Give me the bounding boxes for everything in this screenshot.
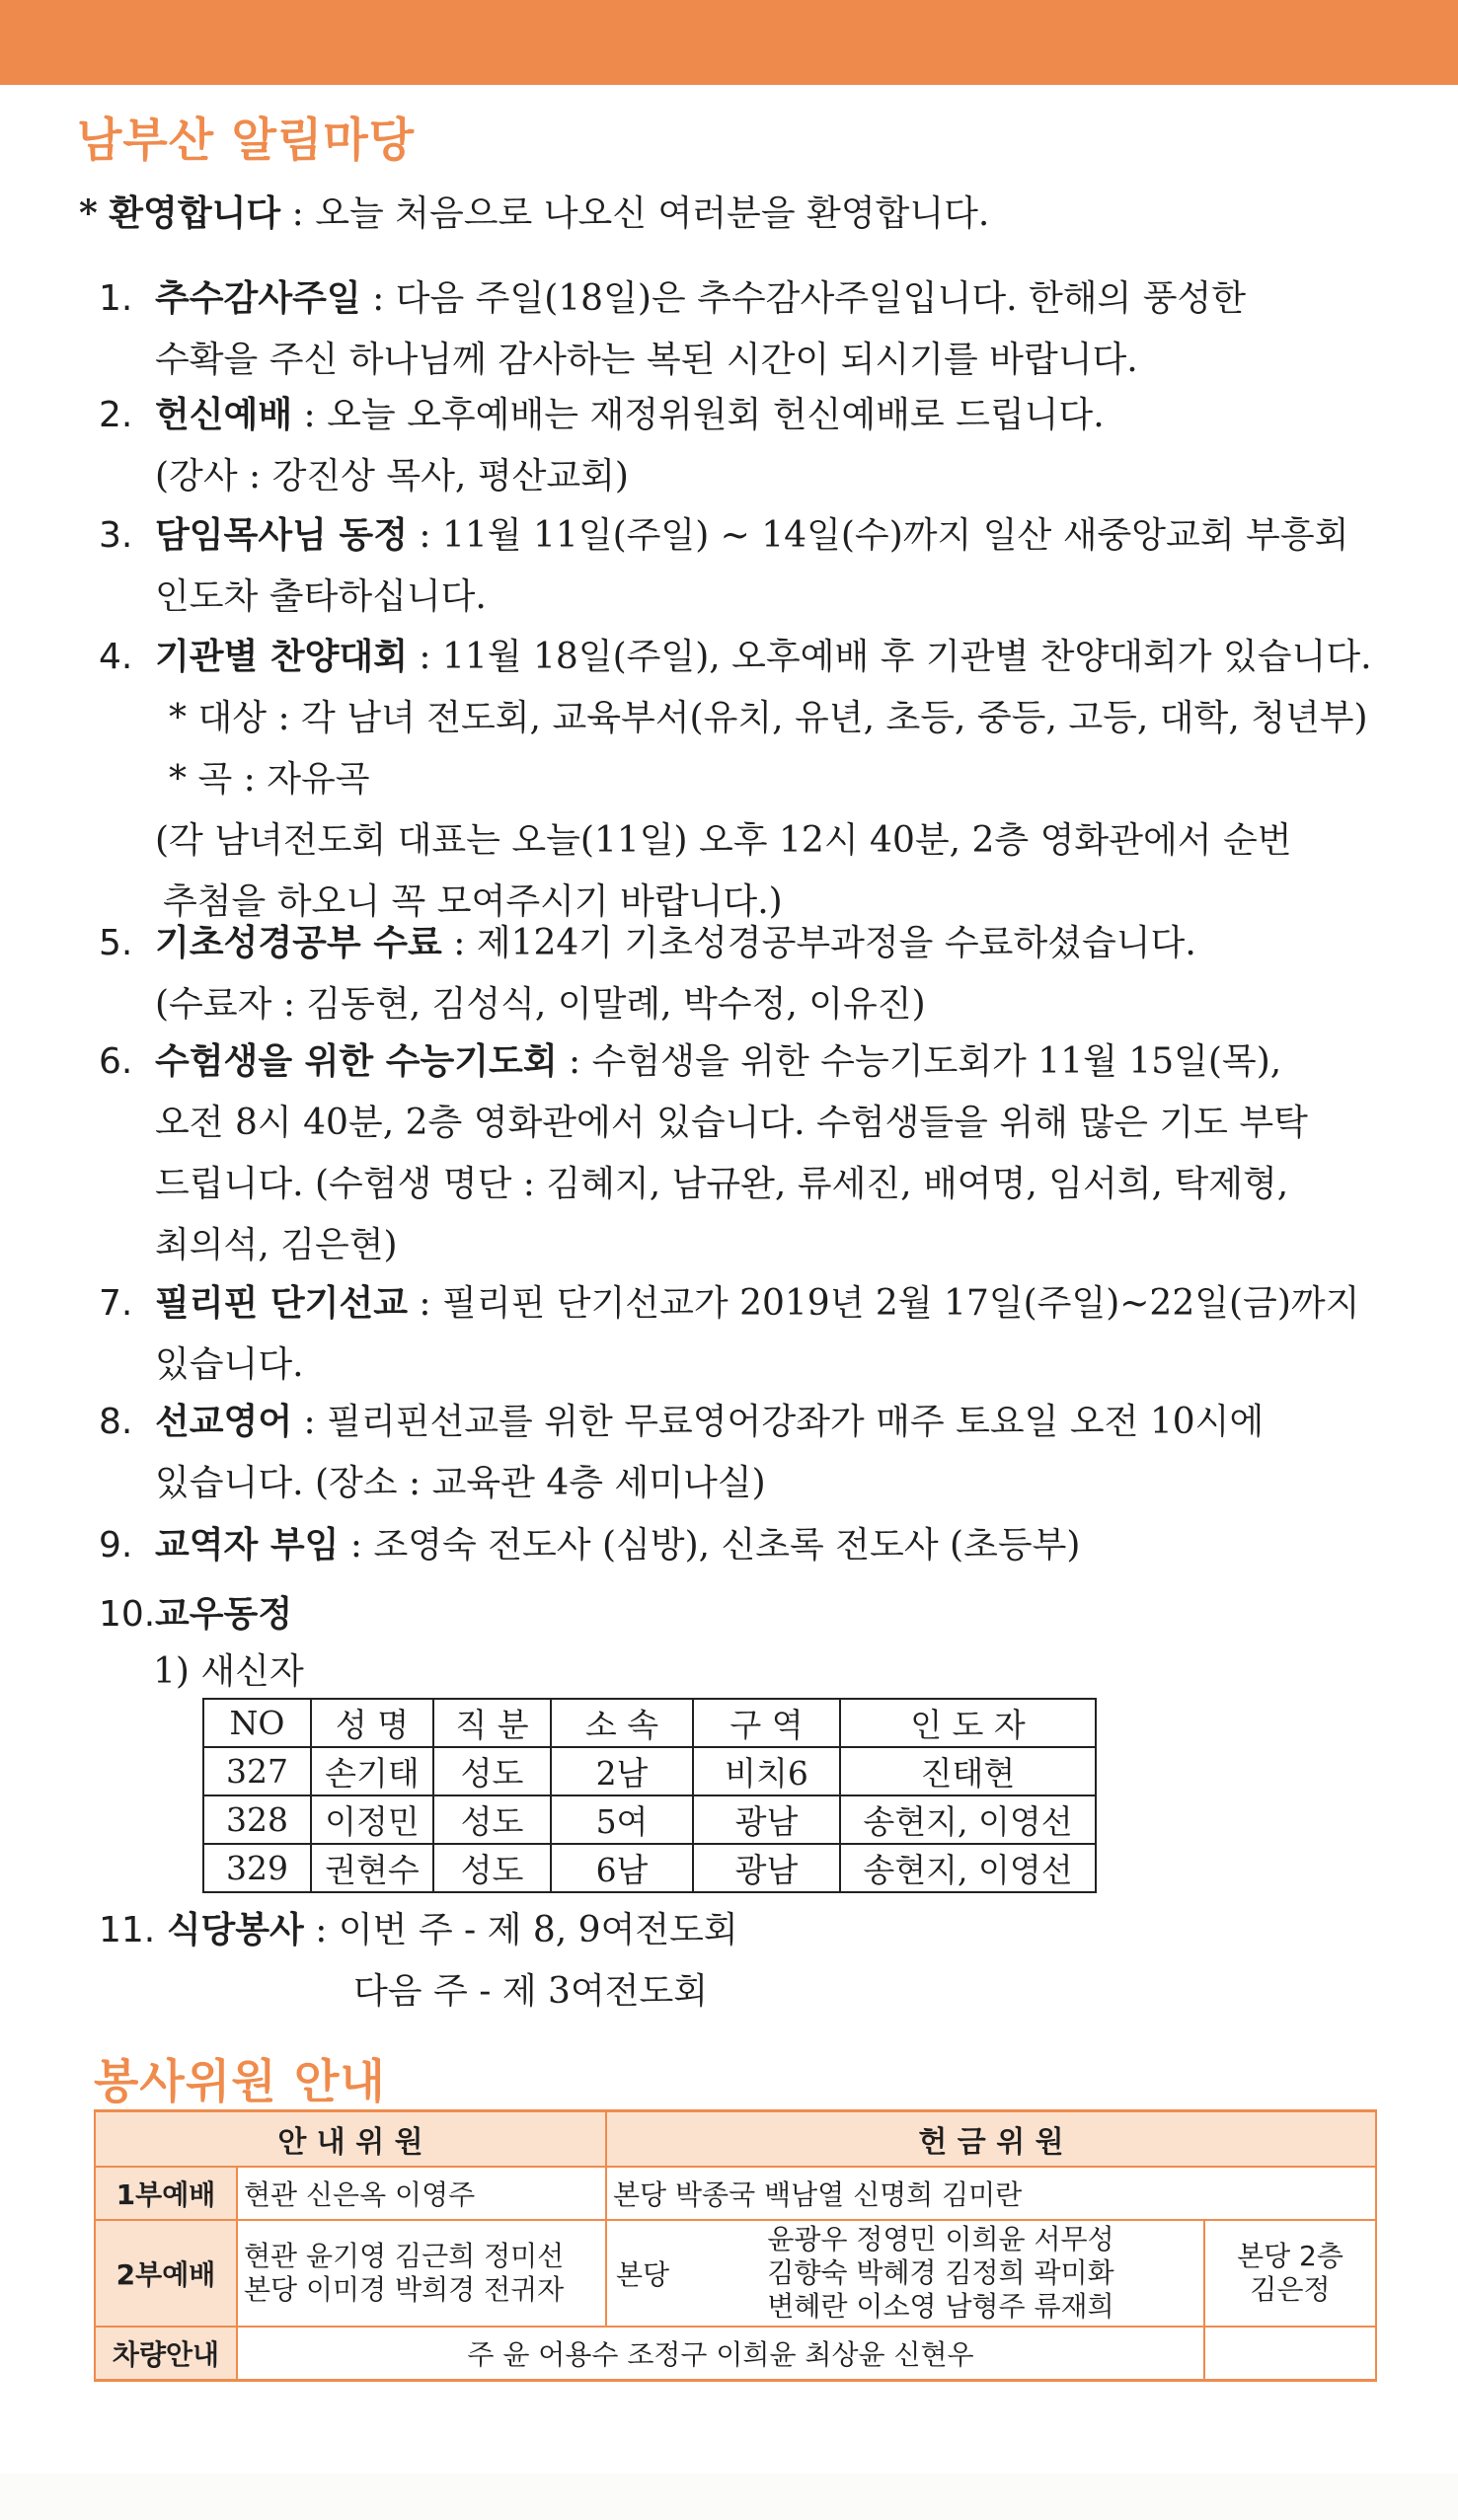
item-text-line: 최의석, 김은현) [155, 1225, 398, 1265]
cell: 이정민 [311, 1795, 433, 1844]
service2-guide [237, 2220, 606, 2327]
col-district: 구 역 [693, 1699, 840, 1747]
cell: 송현지, 이영선 [840, 1795, 1096, 1844]
cell: 329 [203, 1844, 311, 1892]
item-text: : 오늘 오후예배는 재정위원회 헌신예배로 드립니다. [292, 395, 1105, 435]
table-row [203, 1844, 1096, 1892]
cell: 328 [203, 1795, 311, 1844]
service1-guide: 현관 신은옥 이영주 [237, 2167, 606, 2220]
meal-line-1: : 이번 주 - 제 8, 9여전도회 [303, 1910, 738, 1950]
cell: 성도 [433, 1795, 551, 1844]
cell: 광남 [693, 1795, 840, 1844]
service2-offering-place: 본당 [606, 2220, 678, 2327]
cell: 송현지, 이영선 [840, 1844, 1096, 1892]
meal-term: 식당봉사 [166, 1910, 304, 1950]
table-header-row [203, 1699, 1096, 1747]
item-text: : 11월 18일(주일), 오후예배 후 기관별 찬양대회가 있습니다. [407, 637, 1372, 677]
announcement-item [99, 385, 1372, 507]
item-text: : 필리핀선교를 위한 무료영어강좌가 매주 토요일 오전 10시에 [292, 1402, 1265, 1442]
table-row [95, 2327, 1376, 2381]
item-text-line: (각 남녀전도회 대표는 오늘(11일) 오후 12시 40분, 2층 영화관에서 순번 [155, 820, 1292, 861]
table-row [95, 2220, 1376, 2327]
item-text-line: 추첨을 하오니 꼭 모여주시기 바랍니다.) [163, 881, 783, 922]
item-text-line: 인도차 출타하십니다. [155, 576, 487, 617]
item-number: 10. [99, 1594, 156, 1635]
item-text-line: (강사 : 강진상 목사, 평산교회) [155, 456, 629, 496]
service1-label: 1부예배 [95, 2167, 237, 2220]
cell: 비치6 [693, 1747, 840, 1795]
item-text: : 다음 주일(18일)은 추수감사주일입니다. 한해의 풍성한 [360, 278, 1247, 319]
table-row [203, 1795, 1096, 1844]
item-number: 8. [99, 1402, 133, 1442]
service2-offering-line: 김향숙 박혜경 김정희 곽미화 [767, 2256, 1114, 2289]
item-text: : 수험생을 위한 수능기도회가 11월 15일(목), [557, 1041, 1282, 1082]
top-orange-band [0, 0, 1458, 85]
cell: 권현수 [311, 1844, 433, 1892]
col-no: NO [203, 1699, 311, 1747]
cell: 성도 [433, 1747, 551, 1795]
item-text-line: * 대상 : 각 남녀 전도회, 교육부서(유치, 유년, 초등, 중등, 고등, 대학, 청년부) [169, 698, 1368, 738]
newcomers-label: 1) 새신자 [153, 1651, 304, 1692]
cell: 2남 [551, 1747, 693, 1795]
welcome-term: 환영합니다 [109, 193, 281, 234]
col-position: 직 분 [433, 1699, 551, 1747]
vehicle-empty-cell [1204, 2327, 1376, 2381]
announcement-item [99, 505, 1372, 628]
table-row [203, 1747, 1096, 1795]
announcement-item [99, 1031, 1372, 1276]
service1-offering: 본당 박종국 백남열 신명희 김미란 [606, 2167, 1376, 2220]
item-text: : 제124기 기초성경공부과정을 수료하셨습니다. [441, 923, 1196, 963]
volunteers-table [94, 2109, 1377, 2382]
item-number: 9. [99, 1525, 133, 1565]
announcement-item [99, 1515, 1372, 1576]
item-number: 11. [99, 1910, 156, 1950]
announcement-item [99, 627, 1372, 933]
item-number: 1. [99, 278, 133, 319]
asterisk-icon: * [79, 192, 98, 234]
item-text-line: 있습니다. [155, 1344, 304, 1385]
meal-line-2: 다음 주 - 제 3여전도회 [353, 1971, 709, 2012]
cell: 327 [203, 1747, 311, 1795]
service2-offering [678, 2220, 1204, 2327]
item-term: 수험생을 위한 수능기도회 [155, 1041, 558, 1082]
welcome-line [79, 186, 989, 236]
item-term: 기초성경공부 수료 [155, 923, 442, 963]
announcement-item [99, 1392, 1372, 1514]
vehicle-label: 차량안내 [95, 2327, 237, 2381]
item-text-line: 오전 8시 40분, 2층 영화관에서 있습니다. 수험생들을 위해 많은 기도 부탁 [155, 1103, 1308, 1143]
service2-extra-name: 김은정 [1250, 2273, 1331, 2306]
item-number: 2. [99, 395, 133, 435]
item-term: 선교영어 [155, 1402, 293, 1442]
item-number: 6. [99, 1041, 133, 1082]
item-text-line: (수료자 : 김동현, 김성식, 이말례, 박수정, 이유진) [155, 984, 926, 1025]
col-guide: 인 도 자 [840, 1699, 1096, 1747]
service2-guide-line: 현관 윤기영 김근희 정미선 [244, 2240, 565, 2272]
table-row [95, 2167, 1376, 2220]
service2-offering-line: 윤광우 정영민 이희윤 서무성 [767, 2223, 1114, 2255]
vehicle-names: 주 윤 어용수 조정구 이희윤 최상윤 신현우 [237, 2327, 1204, 2381]
announcement-item [99, 268, 1372, 391]
item-term: 헌신예배 [155, 395, 293, 435]
col-name: 성 명 [311, 1699, 433, 1747]
service2-label: 2부예배 [95, 2220, 237, 2327]
cell: 성도 [433, 1844, 551, 1892]
service2-extra [1204, 2220, 1376, 2327]
service2-extra-place: 본당 2층 [1237, 2240, 1343, 2272]
announcement-item [99, 1584, 1372, 1645]
announcement-item [99, 913, 1372, 1035]
cell: 6남 [551, 1844, 693, 1892]
cell: 손기태 [311, 1747, 433, 1795]
item-number: 4. [99, 637, 133, 677]
service2-guide-line: 본당 이미경 박희경 전귀자 [244, 2273, 565, 2306]
service2-offering-line: 변혜란 이소영 남형주 류재희 [767, 2290, 1114, 2323]
item-term: 교역자 부임 [155, 1525, 340, 1565]
item-text: : 필리핀 단기선교가 2019년 2월 17일(주일)~22일(금)까지 [407, 1283, 1360, 1324]
item-term: 필리핀 단기선교 [155, 1283, 408, 1324]
item-text: : 11월 11일(주일) ~ 14일(수)까지 일산 새중앙교회 부흥회 [407, 515, 1349, 556]
welcome-text: : 오늘 처음으로 나오신 여러분을 환영합니다. [280, 193, 990, 234]
item-text-line: 있습니다. (장소 : 교육관 4층 세미나실) [155, 1463, 766, 1503]
col-guide-committee: 안 내 위 원 [95, 2111, 606, 2168]
item-text-line: 드립니다. (수험생 명단 : 김혜지, 남규완, 류세진, 배여명, 임서희, 탁제형, [155, 1164, 1289, 1204]
item-text-line: * 곡 : 자유곡 [169, 759, 370, 800]
item-term: 추수감사주일 [155, 278, 361, 319]
item-term: 교우동정 [155, 1594, 293, 1635]
cell: 진태현 [840, 1747, 1096, 1795]
newcomers-table [202, 1698, 1097, 1893]
cell: 5여 [551, 1795, 693, 1844]
item-number: 5. [99, 923, 133, 963]
cell: 광남 [693, 1844, 840, 1892]
item-term: 기관별 찬양대회 [155, 637, 408, 677]
item-text: : 조영숙 전도사 (심방), 신초록 전도사 (초등부) [339, 1525, 1081, 1565]
page-title: 남부산 알림마당 [77, 114, 416, 168]
item-text-line: 수확을 주신 하나님께 감사하는 복된 시간이 되시기를 바랍니다. [155, 340, 1138, 380]
meal-service-item [99, 1900, 738, 2023]
item-term: 담임목사님 동정 [155, 515, 408, 556]
item-number: 3. [99, 515, 133, 556]
volunteers-heading: 봉사위원 안내 [94, 2055, 386, 2109]
volunteers-header-row [95, 2111, 1376, 2168]
item-number: 7. [99, 1283, 133, 1324]
announcement-item [99, 1273, 1372, 1396]
col-group: 소 속 [551, 1699, 693, 1747]
col-offering-committee: 헌 금 위 원 [606, 2111, 1376, 2168]
